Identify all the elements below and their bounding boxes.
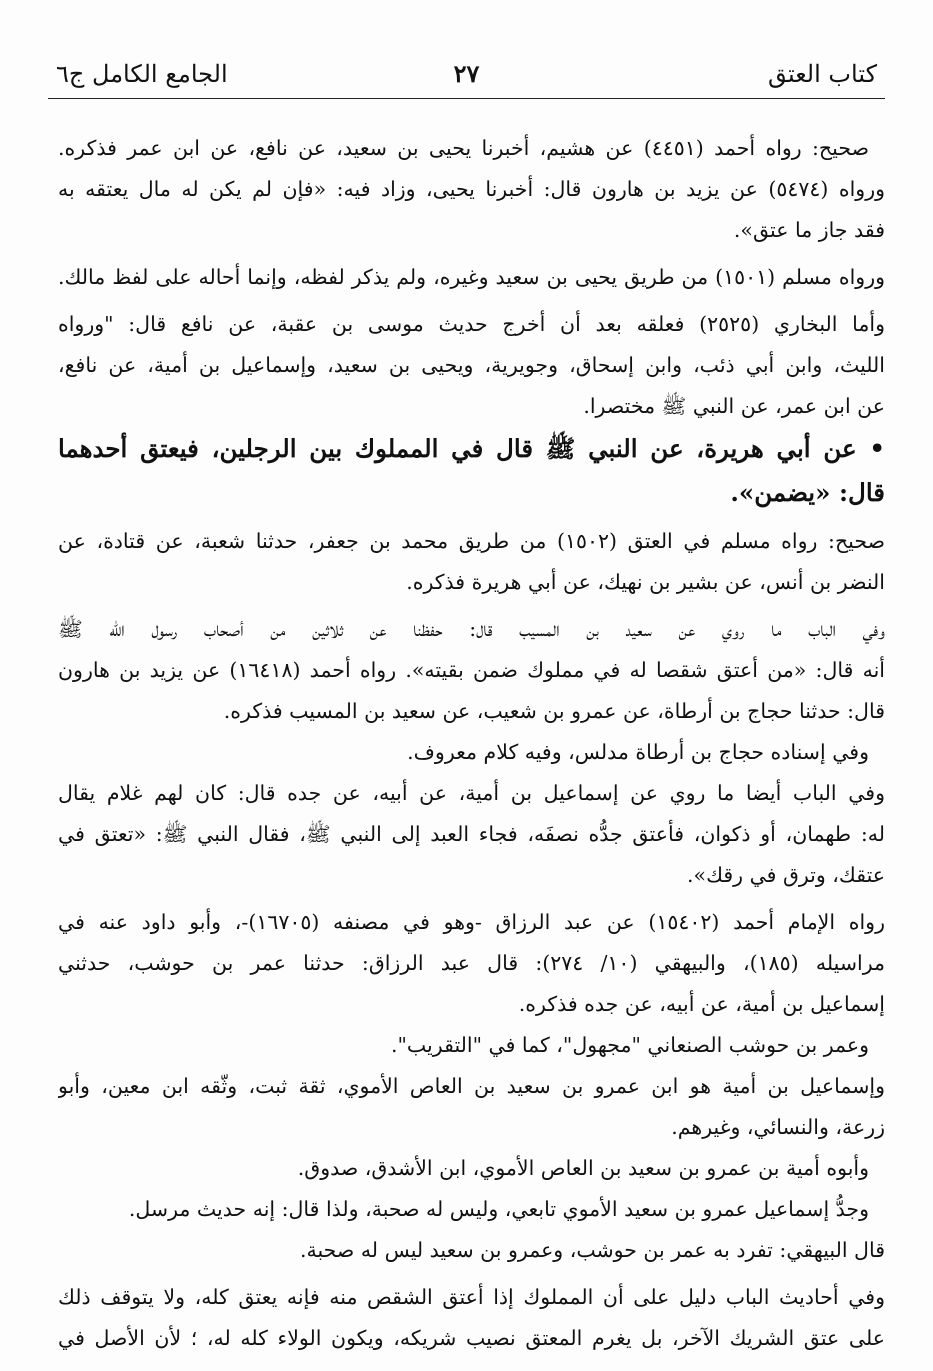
text-line: وعمر بن حوشب الصنعاني "مجهول"، كما في "التقريب". <box>390 1033 869 1057</box>
text-line: قال: حدثنا حجاج بن أرطاة، عن عمرو بن شعيب، عن سعيد بن المسيب فذكره. <box>223 699 885 723</box>
text-line: عن ابن عمر، عن النبي ﷺ مختصرا. <box>583 394 885 418</box>
text-line: وأما البخاري (٢٥٢٥) فعلقه بعد أن أخرج حديث موسى بن عقبة، عن نافع قال: "ورواه <box>58 312 885 336</box>
page-body <box>58 128 885 1359</box>
text-line: ورواه (٥٤٧٤) عن يزيد بن هارون قال: أخبرنا يحيى، وزاد فيه: «فإن لم يكن له مال يعتقه به <box>58 177 885 201</box>
text-line: صحيح: رواه مسلم في العتق (١٥٠٢) من طريق محمد بن جعفر، حدثنا شعبة، عن قتادة، عن <box>58 529 885 553</box>
text-line: وفي إسناده حجاج بن أرطاة مدلس، وفيه كلام معروف. <box>407 740 869 764</box>
text-line: وفي الباب أيضا ما روي عن إسماعيل بن أمية، عن أبيه، عن جده قال: كان لهم غلام يقال <box>58 781 885 805</box>
chapter-title: كتاب العتق <box>767 60 877 88</box>
text-line: الليث، وابن أبي ذئب، وابن إسحاق، وجويرية، ويحيى بن سعيد، وإسماعيل بن أمية، عن نافع، <box>58 353 885 377</box>
text-line: أنه قال: «من أعتق شقصا له في مملوك ضمن بقيته». رواه أحمد (١٦٤١٨) عن يزيد بن هارون <box>58 658 885 682</box>
text-line: عتقك، وترق في رقك». <box>687 863 885 887</box>
text-line: فقد جاز ما عتق». <box>733 218 885 242</box>
text-line: رواه الإمام أحمد (١٥٤٠٢) عن عبد الرزاق -وهو في مصنفه (١٦٧٠٥)-، وأبو داود عنه في <box>58 910 885 934</box>
text-line: النضر بن أنس، عن بشير بن نهيك، عن أبي هريرة فذكره. <box>406 570 885 594</box>
text-line: على عتق الشريك الآخر، بل يغرم المعتق نصيب شريكه، ويكون الولاء كله له، ؛ لأن الأصل في <box>58 1326 885 1350</box>
text-line: ورواه مسلم (١٥٠١) من طريق يحيى بن سعيد وغيره، ولم يذكر لفظه، وإنما أحاله على لفظ مالك. <box>58 265 885 289</box>
text-line: له: طهمان، أو ذكوان، فأعتق جدُّه نصفَه، فجاء العبد إلى النبي ﷺ، فقال النبي ﷺ: «تعتق في <box>58 822 885 846</box>
text-line: إسماعيل بن أمية، عن أبيه، عن جده فذكره. <box>518 992 885 1016</box>
text-line: صحيح: رواه أحمد (٤٤٥١) عن هشيم، أخبرنا يحيى بن سعيد، عن نافع، عن ابن عمر فذكره. <box>58 136 869 160</box>
running-header <box>48 56 885 99</box>
text-line: وأبوه أمية بن عمرو بن سعيد بن العاص الأموي، ابن الأشدق، صدوق. <box>297 1156 869 1180</box>
hadith-heading-line: • عن أبي هريرة، عن النبي ﷺ قال في المملوك بين الرجلين، فيعتق أحدهما <box>58 434 885 463</box>
hadith-heading-line: قال: «يضمن». <box>730 478 885 507</box>
page-number: ٢٧ <box>453 59 480 88</box>
text-line: زرعة، والنسائي، وغيرهم. <box>671 1115 885 1139</box>
text-line: قال البيهقي: تفرد به عمر بن حوشب، وعمرو بن سعيد ليس له صحبة. <box>299 1238 885 1262</box>
text-line: مراسيله (١٨٥)، والبيهقي (١٠/ ٢٧٤): قال عبد الرزاق: حدثنا عمر بن حوشب، حدثني <box>58 951 885 975</box>
book-title: الجامع الكامل ج٦ <box>56 60 228 88</box>
text-line: وفي أحاديث الباب دليل على أن المملوك إذا أعتق الشقص منه فإنه يعتق كله، ولا يتوقف ذلك <box>58 1285 885 1309</box>
text-line: وإسماعيل بن أمية هو ابن عمرو بن سعيد بن العاص الأموي، ثقة ثبت، وثّقه ابن معين، وأبو <box>58 1074 885 1098</box>
text-line: وفي الباب ما روي عن سعيد بن المسيب قال: حفظنا عن ثلاثين من أصحاب رسول الله ﷺ <box>58 617 885 641</box>
text-line: وجدُّ إسماعيل عمرو بن سعيد الأموي تابعي، وليس له صحبة، ولذا قال: إنه حديث مرسل. <box>128 1197 869 1221</box>
